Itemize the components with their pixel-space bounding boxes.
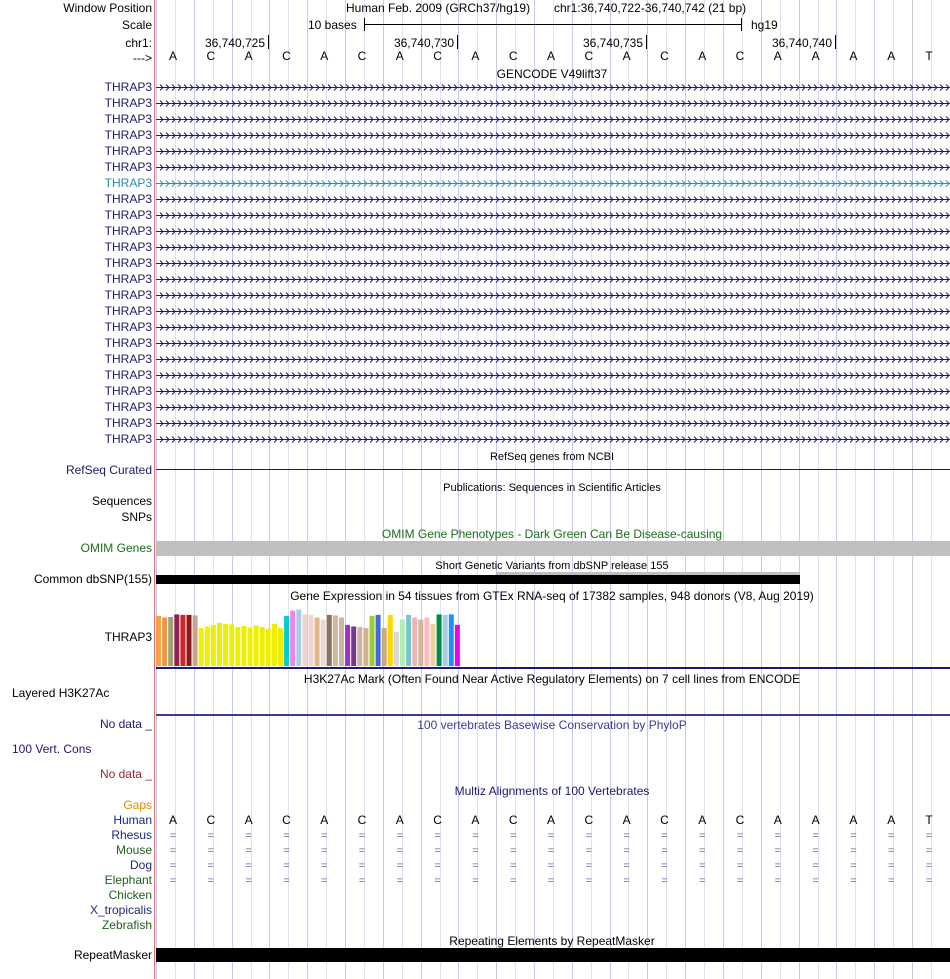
sequence-base: A (887, 49, 896, 63)
gtex-bar (180, 615, 185, 666)
multiz-identity-mark: = (509, 830, 517, 842)
track-label-divider (154, 0, 155, 979)
multiz-identity-mark: = (283, 875, 290, 887)
multiz-identity-mark: = (245, 860, 252, 872)
gencode-transcript-label[interactable]: THRAP3 (104, 368, 152, 382)
sequence-base: A (849, 49, 858, 63)
multiz-human-base: A (698, 813, 707, 827)
multiz-human-base: T (925, 813, 933, 827)
multiz-identity-mark: = (283, 845, 290, 857)
gtex-bar (309, 615, 314, 666)
multiz-identity-mark: = (358, 875, 366, 887)
multiz-human-base: C (282, 813, 291, 827)
multiz-identity-mark: = (812, 845, 819, 857)
sequence-base: A (622, 49, 631, 63)
assembly-text: Human Feb. 2009 (GRCh37/hg19) (346, 1, 531, 15)
gtex-bar (260, 627, 265, 666)
gencode-transcript-label[interactable]: THRAP3 (104, 128, 152, 142)
multiz-human-base: A (244, 813, 253, 827)
multiz-human-base: C (660, 813, 669, 827)
gtex-bar (437, 614, 442, 666)
multiz-identity-mark: = (698, 830, 706, 842)
multiz-identity-mark: = (547, 830, 555, 842)
gencode-transcript-label[interactable]: THRAP3 (104, 272, 152, 286)
multiz-human-base: A (811, 813, 820, 827)
ruler-tick-label: 36,740,725 (204, 36, 265, 50)
gtex-bar (223, 624, 228, 666)
scale-bar (364, 24, 741, 25)
multiz-identity-mark: = (472, 860, 479, 872)
gtex-bar (382, 628, 387, 666)
refseq-title: RefSeq genes from NCBI (489, 451, 615, 463)
multiz-species-label[interactable]: Rhesus (111, 828, 152, 842)
gencode-transcript-label[interactable]: THRAP3 (104, 240, 152, 254)
multiz-species-label[interactable]: X_tropicalis (89, 903, 152, 917)
multiz-identity-mark: = (887, 875, 895, 887)
multiz-identity-mark: = (661, 830, 668, 842)
multiz-identity-mark: = (207, 830, 215, 842)
gencode-transcript-line[interactable] (156, 242, 950, 252)
gtex-bar (266, 629, 271, 666)
sequence-base: A (811, 49, 820, 63)
multiz-identity-mark: = (396, 845, 404, 857)
multiz-human-base: C (508, 813, 518, 827)
ruler-tick-mark (646, 35, 647, 49)
multiz-identity-mark: = (547, 860, 555, 872)
sequence-base: C (206, 49, 216, 63)
dbsnp-title: Short Genetic Variants from dbSNP release 155 (435, 560, 669, 572)
sequence-base: C (282, 49, 291, 63)
multiz-identity-mark: = (207, 875, 215, 887)
gencode-transcript-label[interactable]: THRAP3 (104, 192, 152, 206)
multiz-identity-mark: = (812, 875, 819, 887)
gencode-transcript-line[interactable] (156, 418, 950, 428)
multiz-identity-mark: = (736, 830, 744, 842)
multiz-identity-mark: = (698, 845, 706, 857)
gtex-bar (174, 614, 179, 666)
multiz-identity-mark: = (623, 830, 630, 842)
gtex-bar (278, 628, 283, 666)
gencode-transcript-label[interactable]: THRAP3 (104, 288, 152, 302)
multiz-species-label[interactable]: Dog (129, 858, 152, 872)
multiz-identity-mark: = (925, 875, 933, 887)
gtex-bar (370, 616, 375, 666)
multiz-identity-mark: = (358, 830, 366, 842)
gencode-transcript-line[interactable] (156, 82, 950, 92)
h3k27ac-nodata: No data _ (99, 717, 152, 731)
multiz-identity-mark: = (850, 860, 857, 872)
ruler-tick-label: 36,740,730 (393, 36, 454, 50)
multiz-identity-mark: = (623, 860, 630, 872)
gtex-bar (199, 628, 204, 666)
multiz-human-base: A (471, 813, 480, 827)
dbsnp-label[interactable]: Common dbSNP(155) (33, 572, 152, 586)
repeatmasker-bar[interactable] (156, 948, 950, 962)
multiz-identity-mark: = (320, 875, 328, 887)
omim-bar[interactable] (156, 541, 950, 556)
gencode-transcript-label[interactable]: THRAP3 (104, 208, 152, 222)
refseq-line[interactable] (156, 469, 950, 470)
gtex-bar (400, 620, 405, 666)
h3k27ac-bottom-line (156, 714, 950, 716)
gtex-bar (193, 615, 198, 666)
multiz-identity-mark: = (169, 875, 177, 887)
gencode-transcript-line[interactable] (156, 130, 950, 140)
ruler-tick-mark (457, 35, 458, 49)
multiz-human-base: C (206, 813, 216, 827)
scale-label: Scale (121, 18, 152, 32)
multiz-identity-mark: = (472, 875, 479, 887)
sequence-base: A (546, 49, 555, 63)
multiz-identity-mark: = (850, 845, 857, 857)
multiz-identity-mark: = (434, 860, 441, 872)
gencode-transcript-line[interactable] (156, 370, 950, 380)
multiz-human-base: C (433, 813, 442, 827)
gtex-bar (431, 624, 436, 666)
gtex-expression-bars[interactable] (156, 600, 556, 668)
multiz-identity-mark: = (283, 860, 290, 872)
gencode-transcript-line[interactable] (156, 258, 950, 268)
gtex-bar (333, 615, 338, 666)
gtex-bar (235, 627, 240, 666)
multiz-identity-mark: = (396, 860, 404, 872)
gtex-bar (248, 628, 253, 667)
multiz-identity-mark: = (320, 830, 328, 842)
multiz-identity-mark: = (887, 845, 895, 857)
gencode-transcript-line[interactable] (156, 402, 950, 412)
ruler-tick-mark (268, 35, 269, 49)
sequence-base: C (735, 49, 745, 63)
gtex-bar (211, 625, 216, 666)
gtex-bar (168, 617, 173, 666)
gtex-bar (406, 615, 411, 666)
gtex-bar (376, 615, 381, 666)
gencode-transcript-label[interactable]: THRAP3 (104, 224, 152, 238)
gtex-bar (412, 618, 417, 667)
multiz-human-base: A (887, 813, 896, 827)
publications-sequences-label[interactable]: Sequences (91, 494, 152, 508)
position-text[interactable]: chr1:36,740,722-36,740,742 (21 bp) (554, 1, 747, 15)
multiz-identity-mark: = (698, 875, 706, 887)
dbsnp-bar-upper[interactable] (496, 572, 800, 575)
publications-snps-label[interactable]: SNPs (121, 510, 152, 524)
multiz-identity-mark: = (925, 845, 933, 857)
multiz-identity-mark: = (661, 875, 668, 887)
multiz-species-label[interactable]: Chicken (108, 888, 152, 902)
multiz-identity-mark: = (661, 860, 668, 872)
multiz-identity-mark: = (812, 830, 819, 842)
gtex-bar (443, 615, 448, 666)
multiz-identity-mark: = (169, 860, 177, 872)
publications-title: Publications: Sequences in Scientific Articles (443, 482, 661, 494)
multiz-human-base: A (546, 813, 555, 827)
gtex-bar (388, 615, 393, 666)
multiz-identity-mark: = (245, 845, 252, 857)
sequence-base: A (320, 49, 329, 63)
multiz-identity-mark: = (207, 860, 215, 872)
h3k27ac-top-line (156, 667, 950, 669)
gtex-bar (156, 616, 161, 666)
gtex-bar (162, 618, 167, 667)
multiz-identity-mark: = (887, 830, 895, 842)
multiz-identity-mark: = (472, 845, 479, 857)
gtex-bar (345, 625, 350, 666)
multiz-human-base: A (395, 813, 404, 827)
gencode-transcript-label[interactable]: THRAP3 (104, 256, 152, 270)
sequence-base: C (584, 49, 594, 63)
multiz-identity-mark: = (547, 845, 555, 857)
multiz-identity-mark: = (736, 860, 744, 872)
multiz-human-base: C (735, 813, 745, 827)
omim-label[interactable]: OMIM Genes (80, 541, 152, 555)
sequence-base: A (471, 49, 480, 63)
multiz-identity-mark: = (736, 875, 744, 887)
multiz-human-base: C (584, 813, 594, 827)
sequence-base: C (508, 49, 518, 63)
multiz-identity-mark: = (434, 875, 441, 887)
phylop-nodata: No data _ (99, 767, 152, 781)
multiz-identity-mark: = (850, 875, 857, 887)
gencode-transcript-label[interactable]: THRAP3 (104, 400, 152, 414)
multiz-identity-mark: = (925, 860, 933, 872)
scale-bar-left-cap (364, 18, 365, 31)
multiz-identity-mark: = (774, 830, 782, 842)
strand-label: ---> (133, 51, 152, 65)
multiz-identity-mark: = (774, 875, 782, 887)
sequence-base: A (244, 49, 253, 63)
multiz-identity-mark: = (623, 845, 630, 857)
multiz-identity-mark: = (547, 875, 555, 887)
ruler-tick-label: 36,740,740 (771, 36, 832, 50)
multiz-identity-mark: = (698, 860, 706, 872)
gtex-bar (187, 615, 192, 666)
multiz-identity-mark: = (283, 830, 290, 842)
gencode-transcript-label[interactable]: THRAP3 (104, 80, 152, 94)
gencode-transcript-label[interactable]: THRAP3 (104, 176, 152, 190)
gencode-title: GENCODE V49lift37 (496, 67, 608, 81)
multiz-identity-mark: = (623, 875, 630, 887)
multiz-identity-mark: = (774, 845, 782, 857)
gencode-transcript-line[interactable] (156, 194, 950, 204)
gencode-transcript-label[interactable]: THRAP3 (104, 416, 152, 430)
multiz-species-label[interactable]: Zebrafish (101, 918, 152, 932)
gencode-transcript-label[interactable]: THRAP3 (104, 144, 152, 158)
gencode-transcript-line[interactable] (156, 322, 950, 332)
multiz-identity-mark: = (774, 860, 782, 872)
gtex-bar (302, 614, 307, 666)
gtex-bar (296, 610, 301, 666)
dbsnp-bar[interactable] (156, 575, 800, 584)
multiz-identity-mark: = (472, 830, 479, 842)
multiz-title: Multiz Alignments of 100 Vertebrates (454, 784, 650, 798)
multiz-species-label[interactable]: Mouse (115, 843, 152, 857)
gtex-bar (363, 628, 368, 666)
gtex-bar (327, 615, 332, 666)
window-position-label: Window Position (63, 1, 152, 15)
sequence-base: A (773, 49, 782, 63)
gtex-bar (339, 618, 344, 667)
gencode-transcript-label[interactable]: THRAP3 (104, 336, 152, 350)
gtex-bar (241, 626, 246, 666)
multiz-identity-mark: = (509, 860, 517, 872)
gencode-transcript-label[interactable]: THRAP3 (104, 384, 152, 398)
chrom-label: chr1: (125, 36, 152, 50)
multiz-species-label[interactable]: Elephant (104, 873, 152, 887)
gencode-transcript-line[interactable] (156, 162, 950, 172)
scale-bar-right-cap (741, 18, 742, 31)
gencode-transcript-line[interactable] (156, 386, 950, 396)
multiz-identity-mark: = (358, 860, 366, 872)
multiz-identity-mark: = (434, 845, 441, 857)
gtex-bar (229, 624, 234, 666)
multiz-identity-mark: = (358, 845, 366, 857)
gtex-bar (394, 632, 399, 666)
phylop-title: 100 vertebrates Basewise Conservation by PhyloP (417, 718, 687, 732)
gencode-transcript-label[interactable]: THRAP3 (104, 304, 152, 318)
ruler-tick-mark (835, 35, 836, 49)
multiz-identity-mark: = (887, 860, 895, 872)
multiz-identity-mark: = (585, 860, 593, 872)
gtex-label[interactable]: THRAP3 (104, 630, 152, 644)
multiz-identity-mark: = (585, 875, 593, 887)
gtex-bar (217, 623, 222, 666)
scale-text: 10 bases (308, 18, 357, 32)
gencode-transcript-line[interactable] (156, 226, 950, 236)
gtex-bar (449, 614, 454, 666)
sequence-base: A (698, 49, 707, 63)
refseq-label[interactable]: RefSeq Curated (65, 463, 152, 477)
gencode-transcript-label[interactable]: THRAP3 (104, 320, 152, 334)
gtex-bar (455, 625, 460, 666)
sequence-base: A (395, 49, 404, 63)
gencode-transcript-line[interactable] (156, 306, 950, 316)
sequence-base: C (357, 49, 367, 63)
multiz-human-base: A (168, 813, 177, 827)
multiz-identity-mark: = (169, 845, 177, 857)
multiz-identity-mark: = (585, 845, 593, 857)
sequence-base: T (925, 49, 933, 63)
multiz-identity-mark: = (661, 845, 668, 857)
gencode-transcript-label[interactable]: THRAP3 (104, 432, 152, 446)
gencode-transcript-line[interactable] (156, 290, 950, 300)
gtex-bar (351, 627, 356, 667)
multiz-identity-mark: = (434, 830, 441, 842)
multiz-species-label[interactable]: Human (113, 813, 152, 827)
gtex-bar (321, 620, 326, 666)
gtex-bar (272, 624, 277, 666)
multiz-human-base: A (320, 813, 329, 827)
h3k27ac-label[interactable]: Layered H3K27Ac (12, 686, 110, 700)
gtex-bar (254, 625, 259, 666)
multiz-identity-mark: = (509, 875, 517, 887)
multiz-identity-mark: = (812, 860, 819, 872)
repeatmasker-label[interactable]: RepeatMasker (73, 948, 152, 962)
gtex-bar (418, 620, 423, 666)
multiz-human-base: A (849, 813, 858, 827)
gencode-transcript-line[interactable] (156, 434, 950, 444)
multiz-identity-mark: = (245, 875, 252, 887)
gtex-bar (205, 627, 210, 667)
gtex-bar (315, 618, 320, 667)
gencode-transcript-line[interactable] (156, 146, 950, 156)
ruler-tick-label: 36,740,735 (582, 36, 643, 50)
multiz-identity-mark: = (320, 860, 328, 872)
multiz-human-base: A (773, 813, 782, 827)
gencode-transcript-label[interactable]: THRAP3 (104, 352, 152, 366)
multiz-identity-mark: = (585, 830, 593, 842)
multiz-identity-mark: = (396, 830, 404, 842)
multiz-identity-mark: = (850, 830, 857, 842)
multiz-identity-mark: = (925, 830, 933, 842)
multiz-identity-mark: = (736, 845, 744, 857)
gencode-transcript-label[interactable]: THRAP3 (104, 112, 152, 126)
sequence-base: A (168, 49, 177, 63)
multiz-identity-mark: = (509, 845, 517, 857)
gencode-transcript-line[interactable] (156, 274, 950, 284)
multiz-identity-mark: = (396, 875, 404, 887)
scale-db: hg19 (751, 18, 778, 32)
sequence-base: C (660, 49, 669, 63)
gencode-transcript-label[interactable]: THRAP3 (104, 160, 152, 174)
multiz-human-base: C (357, 813, 367, 827)
gencode-transcript-line[interactable] (156, 98, 950, 108)
gencode-transcript-line[interactable] (156, 338, 950, 348)
multiz-identity-mark: = (320, 845, 328, 857)
phylop-label[interactable]: 100 Vert. Cons (12, 742, 92, 756)
gtex-bar (290, 611, 295, 666)
gtex-bar (424, 618, 429, 667)
repeatmasker-title: Repeating Elements by RepeatMasker (449, 934, 655, 948)
gtex-bar (357, 627, 362, 666)
gtex-bar (284, 616, 289, 666)
multiz-human-base: A (622, 813, 631, 827)
gencode-transcript-line[interactable] (156, 354, 950, 364)
gencode-transcript-line[interactable] (156, 178, 950, 188)
gtex-title: Gene Expression in 54 tissues from GTEx RNA-seq of 17382 samples, 948 donors (V8, Aug 2019) (290, 589, 814, 603)
gencode-transcript-line[interactable] (156, 210, 950, 220)
multiz-identity-mark: = (207, 845, 215, 857)
gencode-transcript-line[interactable] (156, 114, 950, 124)
omim-title: OMIM Gene Phenotypes - Dark Green Can Be Disease-causing (381, 527, 723, 541)
multiz-gaps-label[interactable]: Gaps (123, 798, 152, 812)
multiz-identity-mark: = (169, 830, 177, 842)
sequence-base: C (433, 49, 442, 63)
gencode-transcript-label[interactable]: THRAP3 (104, 96, 152, 110)
multiz-identity-mark: = (245, 830, 252, 842)
h3k27ac-title: H3K27Ac Mark (Often Found Near Active Regulatory Elements) on 7 cell lines from ENCODE (303, 672, 801, 686)
